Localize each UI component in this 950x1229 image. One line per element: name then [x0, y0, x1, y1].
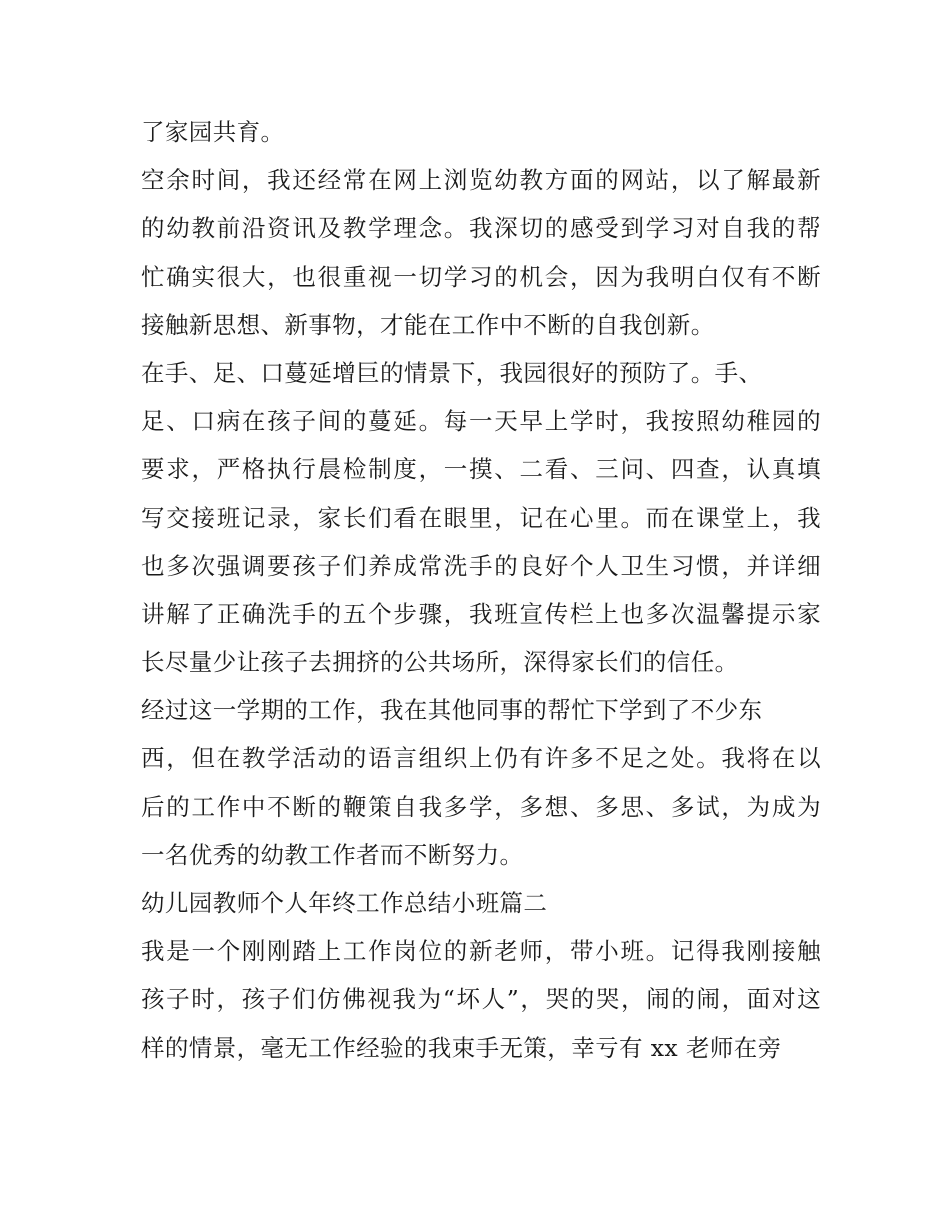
text-line: 西，但在教学活动的语言组织上仍有许多不足之处。我将在以	[141, 744, 821, 773]
text-line: 在手、足、口蔓延增巨的情景下，我园很好的预防了。手、	[141, 358, 763, 387]
text-line: 了家园共育。	[141, 118, 285, 146]
text-line: 空余时间，我还经常在网上浏览幼教方面的网站，以了解最新	[141, 166, 821, 195]
text-line: 写交接班记录，家长们看在眼里，记在心里。而在课堂上，我	[141, 503, 821, 532]
text-line: 要求，严格执行晨检制度，一摸、二看、三问、四查，认真填	[141, 455, 821, 484]
text-line: 也多次强调要孩子们养成常洗手的良好个人卫生习惯，并详细	[141, 551, 821, 580]
text-line: 讲解了正确洗手的五个步骤，我班宣传栏上也多次温馨提示家	[141, 599, 821, 628]
text-line: 后的工作中不断的鞭策自我多学，多想、多思、多试，为成为	[141, 792, 821, 821]
text-line: 我是一个刚刚踏上工作岗位的新老师，带小班。记得我刚接触	[141, 937, 821, 966]
text-line: 接触新思想、新事物，才能在工作中不断的自我创新。	[141, 310, 715, 339]
text-line: 忙确实很大，也很重视一切学习的机会，因为我明白仅有不断	[141, 262, 821, 291]
text-line: 孩子时，孩子们仿佛视我为“坏人”，哭的哭，闹的闹，面对这	[141, 985, 821, 1014]
section-heading: 幼儿园教师个人年终工作总结小班篇二	[141, 889, 548, 917]
text-line: 的幼教前沿资讯及教学理念。我深切的感受到学习对自我的帮	[141, 214, 821, 243]
text-line: 足、口病在孩子间的蔓延。每一天早上学时，我按照幼稚园的	[141, 407, 821, 436]
text-line: 样的情景，毫无工作经验的我束手无策，幸亏有 xx 老师在旁	[141, 1033, 782, 1062]
text-line: 经过这一学期的工作，我在其他同事的帮忙下学到了不少东	[141, 696, 763, 725]
document-body	[141, 108, 821, 1072]
text-line: 一名优秀的幼教工作者而不断努力。	[141, 840, 524, 869]
text-line: 长尽量少让孩子去拥挤的公共场所，深得家长们的信任。	[141, 648, 739, 677]
